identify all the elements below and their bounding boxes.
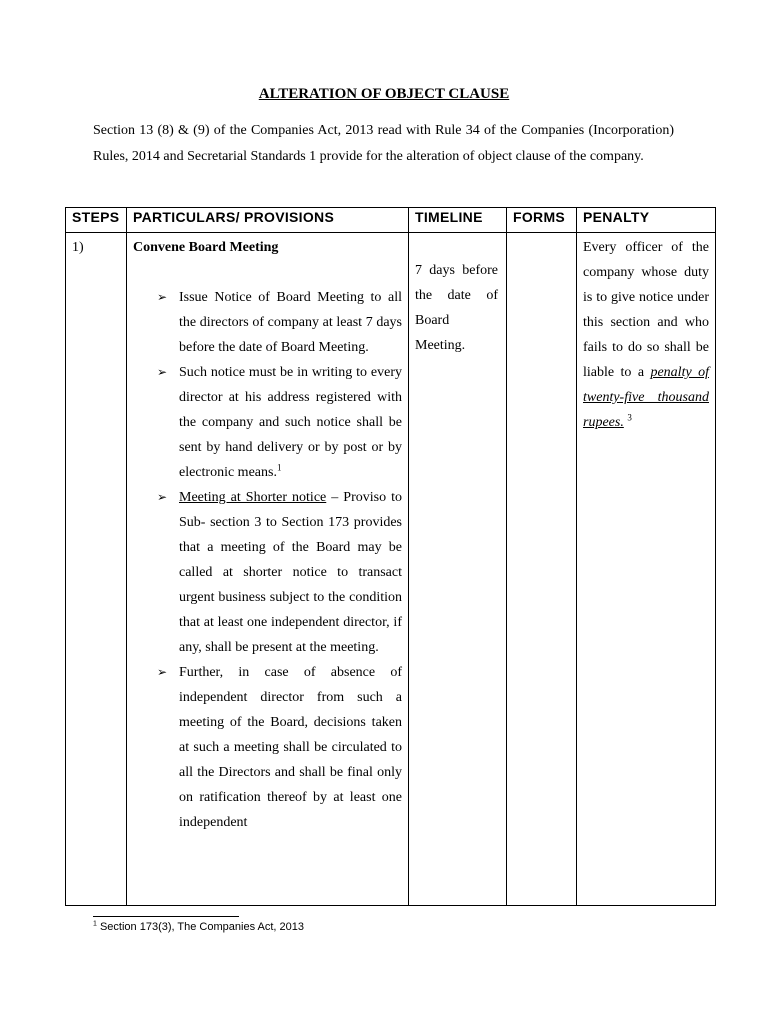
footnote	[93, 921, 304, 933]
point-text: Issue Notice of Board Meeting to all the directors of company at least 7 days before the date of Board Meeting.	[179, 290, 402, 355]
table-header-row	[66, 208, 716, 233]
point-label: Meeting at Shorter notice	[179, 490, 327, 505]
steps-table	[65, 207, 716, 906]
arrowhead-bullet-icon: ➢	[157, 490, 168, 504]
arrowhead-bullet-icon: ➢	[157, 665, 168, 679]
list-item	[133, 485, 402, 660]
provisions-list	[133, 285, 402, 835]
header-particulars: PARTICULARS/ PROVISIONS	[127, 208, 409, 233]
footnote-text: Section 173(3), The Companies Act, 2013	[99, 921, 305, 933]
penalty-cell	[577, 233, 716, 906]
footnote-ref: 1	[276, 462, 282, 473]
table-row	[66, 233, 716, 906]
arrowhead-bullet-icon: ➢	[157, 365, 168, 379]
header-forms: FORMS	[507, 208, 577, 233]
header-timeline: TIMELINE	[409, 208, 507, 233]
forms-cell	[507, 233, 577, 906]
penalty-text	[583, 235, 709, 435]
document-title: ALTERATION OF OBJECT CLAUSE	[258, 86, 510, 102]
list-item	[133, 660, 402, 835]
footnote-number: 1	[93, 920, 97, 928]
penalty-description: Every officer of the company whose duty is to give notice under this section and who fails to do so shall be liable to a	[583, 240, 709, 380]
step-number-text: 1)	[72, 240, 84, 255]
list-item	[133, 285, 402, 360]
point-text: – Proviso to Sub- section 3 to Section 173 provides that a meeting of the Board may be called at shorter notice to transact urgent business subject to the condition that at least one independent director, if any, shall be present at the meeting.	[179, 490, 402, 655]
header-steps: STEPS	[66, 208, 127, 233]
penalty-amount: penalty of twenty-five thousand rupees.	[583, 365, 709, 430]
step-number	[66, 233, 127, 906]
particulars-cell	[127, 233, 409, 906]
point-text: Further, in case of absence of independent director from such a meeting of the Board, decisions taken at such a meeting shall be circulated to all the Directors and shall be final only on ratification thereof by at least one independent	[179, 665, 402, 830]
intro-paragraph: Section 13 (8) & (9) of the Companies Act, 2013 read with Rule 34 of the Companies (Incorporation) Rules, 2014 and Secretarial Standards 1 provide for the alteration of object clause of the company.	[93, 123, 674, 164]
header-penalty: PENALTY	[577, 208, 716, 233]
footnote-divider	[93, 916, 239, 917]
point-text: Such notice must be in writing to every director at his address registered with the company and such notice shall be sent by hand delivery or by post or by electronic means.	[179, 365, 402, 480]
timeline-text: 7 days before the date of Board Meeting.	[415, 263, 498, 353]
step-heading: Convene Board Meeting	[133, 240, 279, 255]
list-item	[133, 360, 402, 485]
footnote-ref: 3	[627, 412, 632, 423]
arrowhead-bullet-icon: ➢	[157, 290, 168, 304]
timeline-cell	[409, 233, 507, 906]
